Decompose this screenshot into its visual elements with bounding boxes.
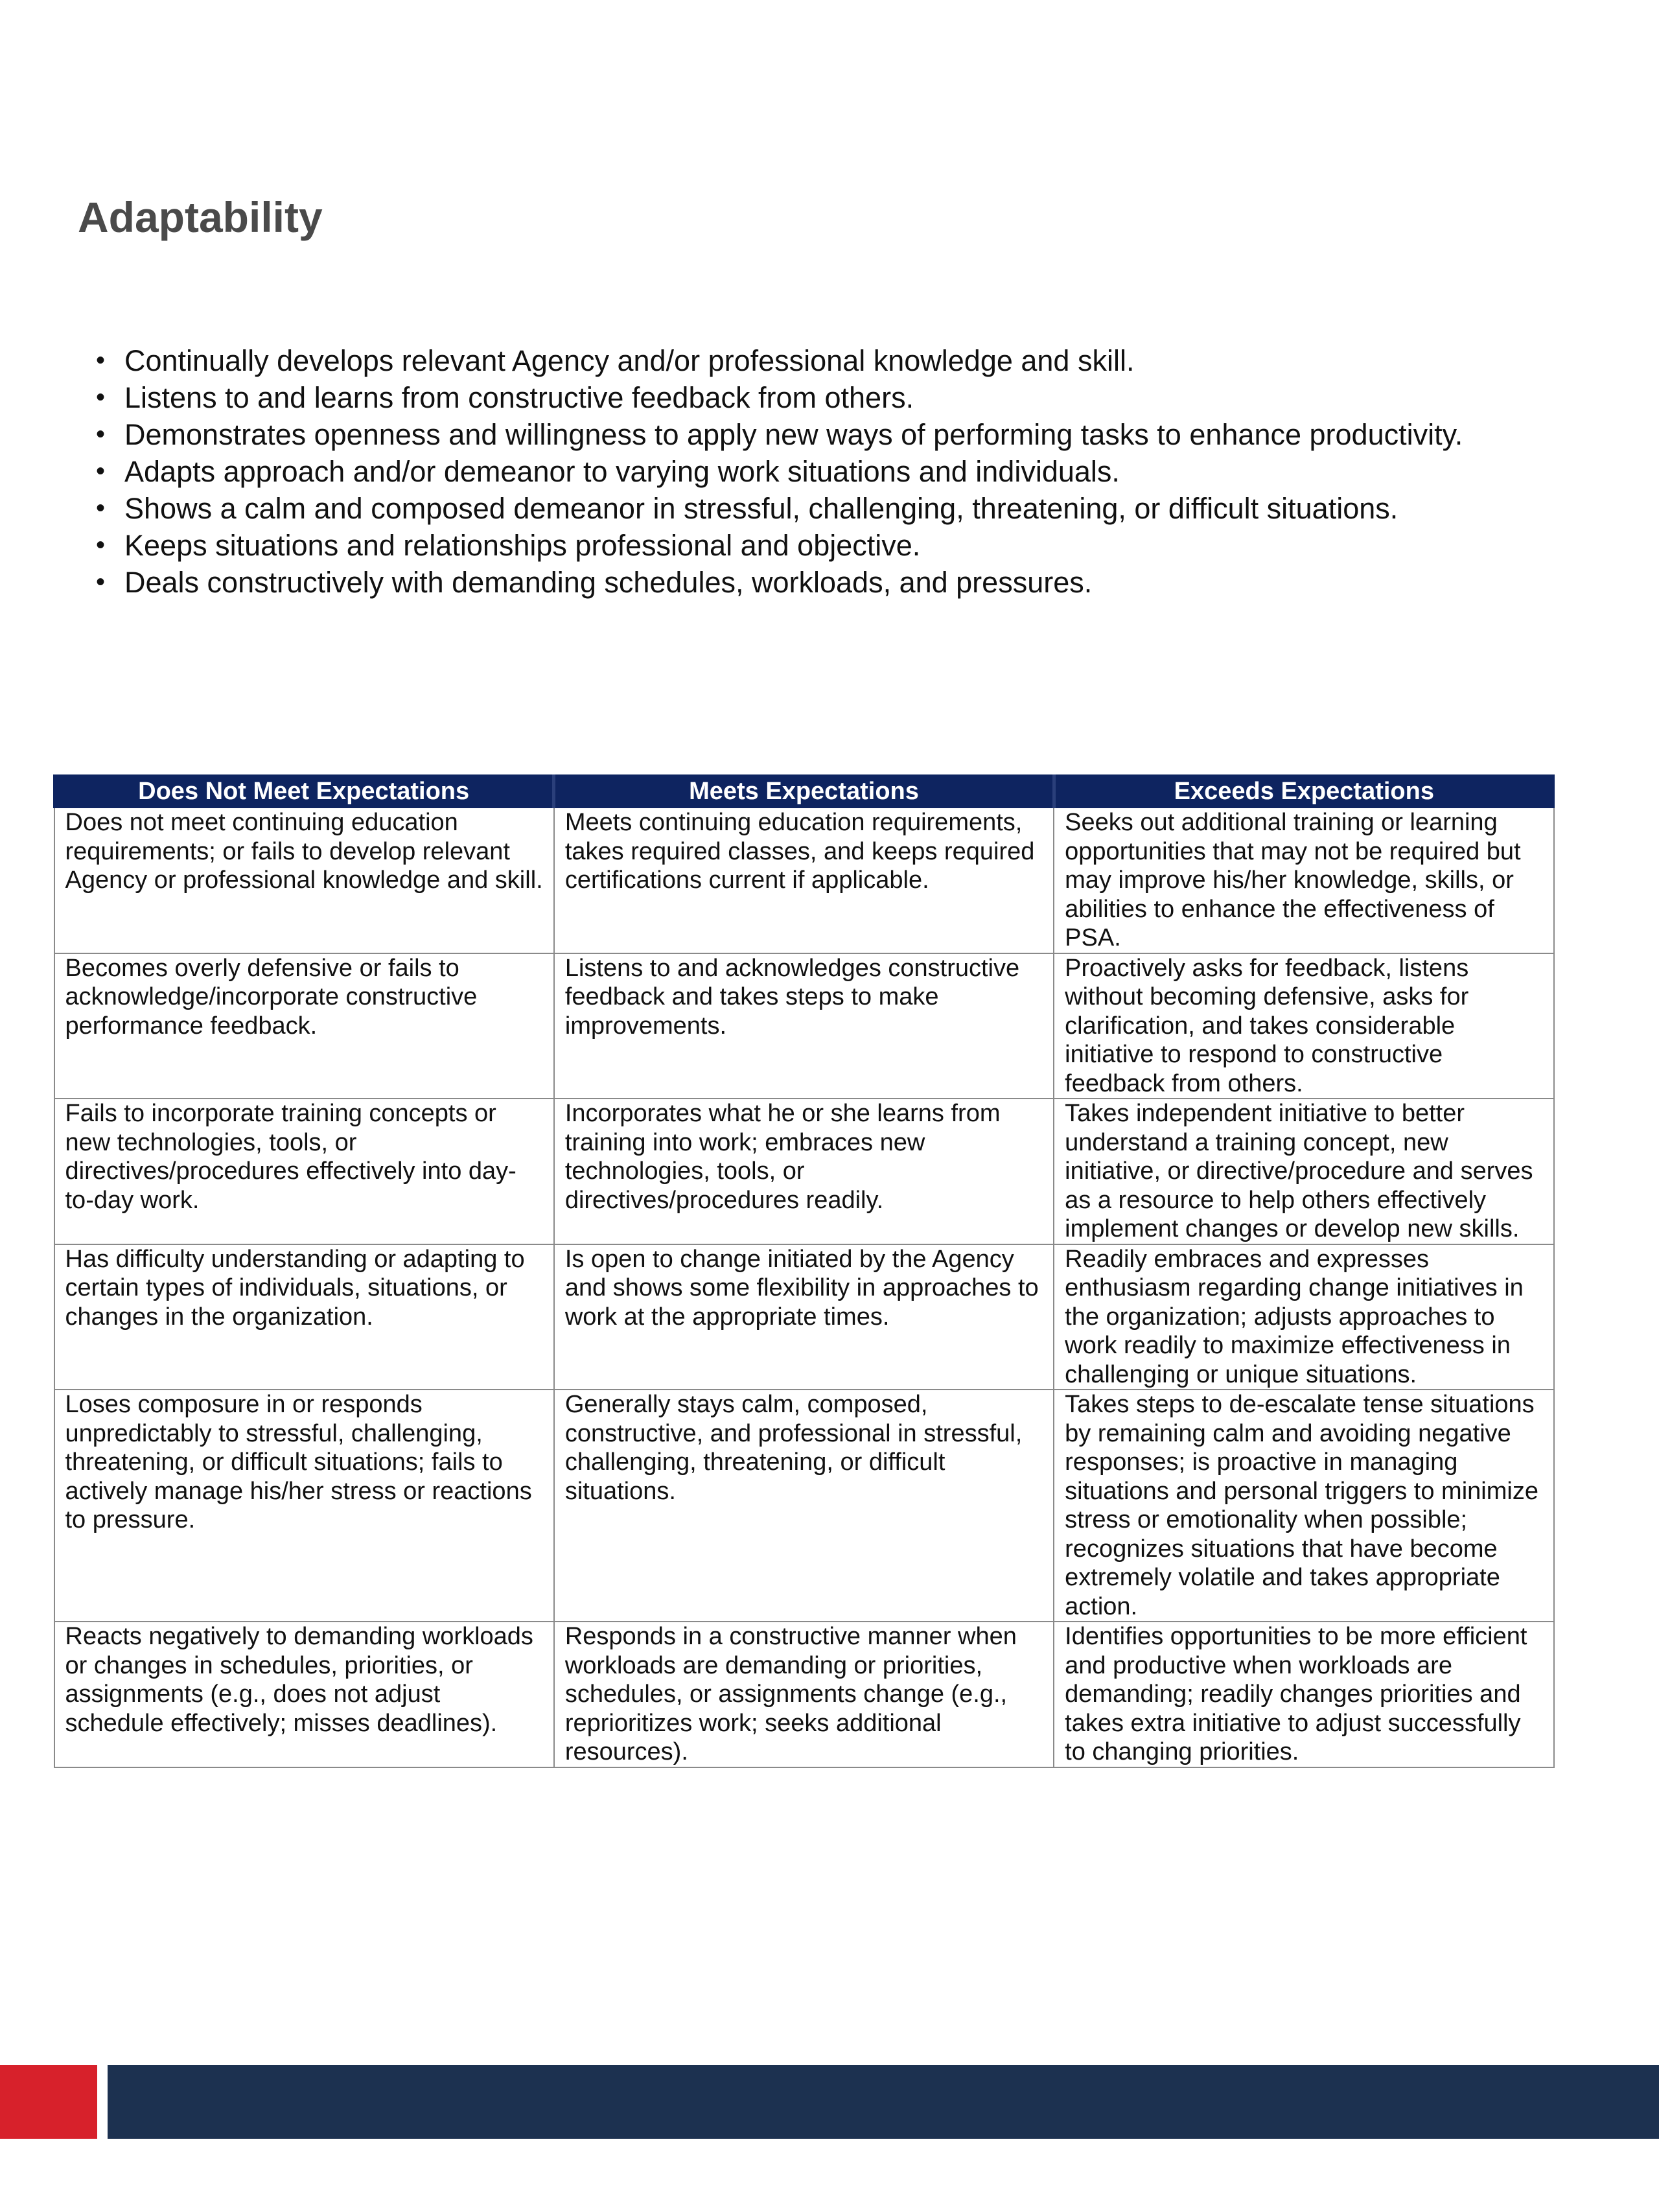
bullet-item <box>91 527 1463 564</box>
header-meets: Meets Expectations <box>554 776 1054 808</box>
cell-meets: Generally stays calm, composed, constructive, and professional in stressful, challenging, threatening, or difficult situations. <box>554 1390 1054 1622</box>
bullet-text: Demonstrates openness and willingness to apply new ways of performing tasks to enhance productivity. <box>124 418 1463 451</box>
header-exceeds: Exceeds Expectations <box>1054 776 1553 808</box>
footer-red-bar <box>0 2065 97 2139</box>
cell-exceeds: Takes steps to de-escalate tense situations by remaining calm and avoiding negative responses; is proactive in managing situations and personal triggers to minimize stress or emotionality when possible; recognizes situations that have become extremely volatile and takes appropriate action. <box>1054 1390 1553 1622</box>
cell-meets: Responds in a constructive manner when workloads are demanding or priorities, schedules, or assignments change (e.g., reprioritizes work; seeks additional resources). <box>554 1622 1054 1767</box>
table-row <box>54 1390 1554 1622</box>
bullet-text: Continually develops relevant Agency and/or professional knowledge and skill. <box>124 344 1135 377</box>
bullet-item <box>91 453 1463 490</box>
footer-blue-bar <box>108 2065 1659 2139</box>
bullet-text: Shows a calm and composed demeanor in stressful, challenging, threatening, or difficult situations. <box>124 492 1398 525</box>
bullet-icon: • <box>96 531 106 559</box>
cell-does-not-meet: Reacts negatively to demanding workloads or changes in schedules, priorities, or assignments (e.g., does not adjust schedule effectively; misses deadlines). <box>54 1622 554 1767</box>
cell-exceeds: Seeks out additional training or learning opportunities that may not be required but may improve his/her knowledge, skills, or abilities to enhance the effectiveness of PSA. <box>1054 808 1553 953</box>
bullet-icon: • <box>96 568 106 596</box>
cell-meets: Is open to change initiated by the Agency and shows some flexibility in approaches to work at the appropriate times. <box>554 1244 1054 1390</box>
table-header-row <box>54 776 1554 808</box>
bullet-item <box>91 490 1463 527</box>
cell-exceeds: Takes independent initiative to better understand a training concept, new initiative, or directive/procedure and serves as a resource to help others effectively implement changes or develop new skills. <box>1054 1099 1553 1244</box>
bullet-text: Listens to and learns from constructive feedback from others. <box>124 381 914 414</box>
cell-exceeds: Readily embraces and expresses enthusiasm regarding change initiatives in the organization; adjusts approaches to work readily to maximize effectiveness in challenging or unique situations. <box>1054 1244 1553 1390</box>
cell-does-not-meet: Does not meet continuing education requirements; or fails to develop relevant Agency or professional knowledge and skill. <box>54 808 554 953</box>
cell-meets: Listens to and acknowledges constructive feedback and takes steps to make improvements. <box>554 953 1054 1099</box>
cell-exceeds: Proactively asks for feedback, listens without becoming defensive, asks for clarification, and takes considerable initiative to respond to constructive feedback from others. <box>1054 953 1553 1099</box>
cell-exceeds: Identifies opportunities to be more efficient and productive when workloads are demanding; readily changes priorities and takes extra initiative to adjust successfully to changing priorities. <box>1054 1622 1553 1767</box>
bullet-icon: • <box>96 494 106 522</box>
expectations-table-container <box>53 774 1555 1768</box>
bullet-text: Adapts approach and/or demeanor to varying work situations and individuals. <box>124 455 1120 488</box>
cell-meets: Meets continuing education requirements, takes required classes, and keeps required certifications current if applicable. <box>554 808 1054 953</box>
expectations-table <box>53 774 1555 1768</box>
page-title: Adaptability <box>78 193 323 241</box>
bullet-icon: • <box>96 346 106 375</box>
bullet-text: Keeps situations and relationships professional and objective. <box>124 529 921 562</box>
cell-does-not-meet: Fails to incorporate training concepts or new technologies, tools, or directives/procedures effectively into day-to-day work. <box>54 1099 554 1244</box>
cell-meets: Incorporates what he or she learns from training into work; embraces new technologies, tools, or directives/procedures readily. <box>554 1099 1054 1244</box>
table-row <box>54 808 1554 953</box>
competency-bullet-list <box>91 342 1463 601</box>
header-does-not-meet: Does Not Meet Expectations <box>54 776 554 808</box>
bullet-item <box>91 564 1463 601</box>
table-row <box>54 1244 1554 1390</box>
bullet-text: Deals constructively with demanding schedules, workloads, and pressures. <box>124 566 1093 599</box>
table-row <box>54 1622 1554 1767</box>
table-row <box>54 953 1554 1099</box>
table-row <box>54 1099 1554 1244</box>
bullet-icon: • <box>96 420 106 448</box>
bullet-icon: • <box>96 383 106 412</box>
cell-does-not-meet: Loses composure in or responds unpredictably to stressful, challenging, threatening, or difficult situations; fails to actively manage his/her stress or reactions to pressure. <box>54 1390 554 1622</box>
bullet-item <box>91 416 1463 453</box>
bullet-item <box>91 342 1463 379</box>
bullet-item <box>91 379 1463 416</box>
cell-does-not-meet: Becomes overly defensive or fails to acknowledge/incorporate constructive performance feedback. <box>54 953 554 1099</box>
bullet-icon: • <box>96 457 106 485</box>
cell-does-not-meet: Has difficulty understanding or adapting to certain types of individuals, situations, or changes in the organization. <box>54 1244 554 1390</box>
